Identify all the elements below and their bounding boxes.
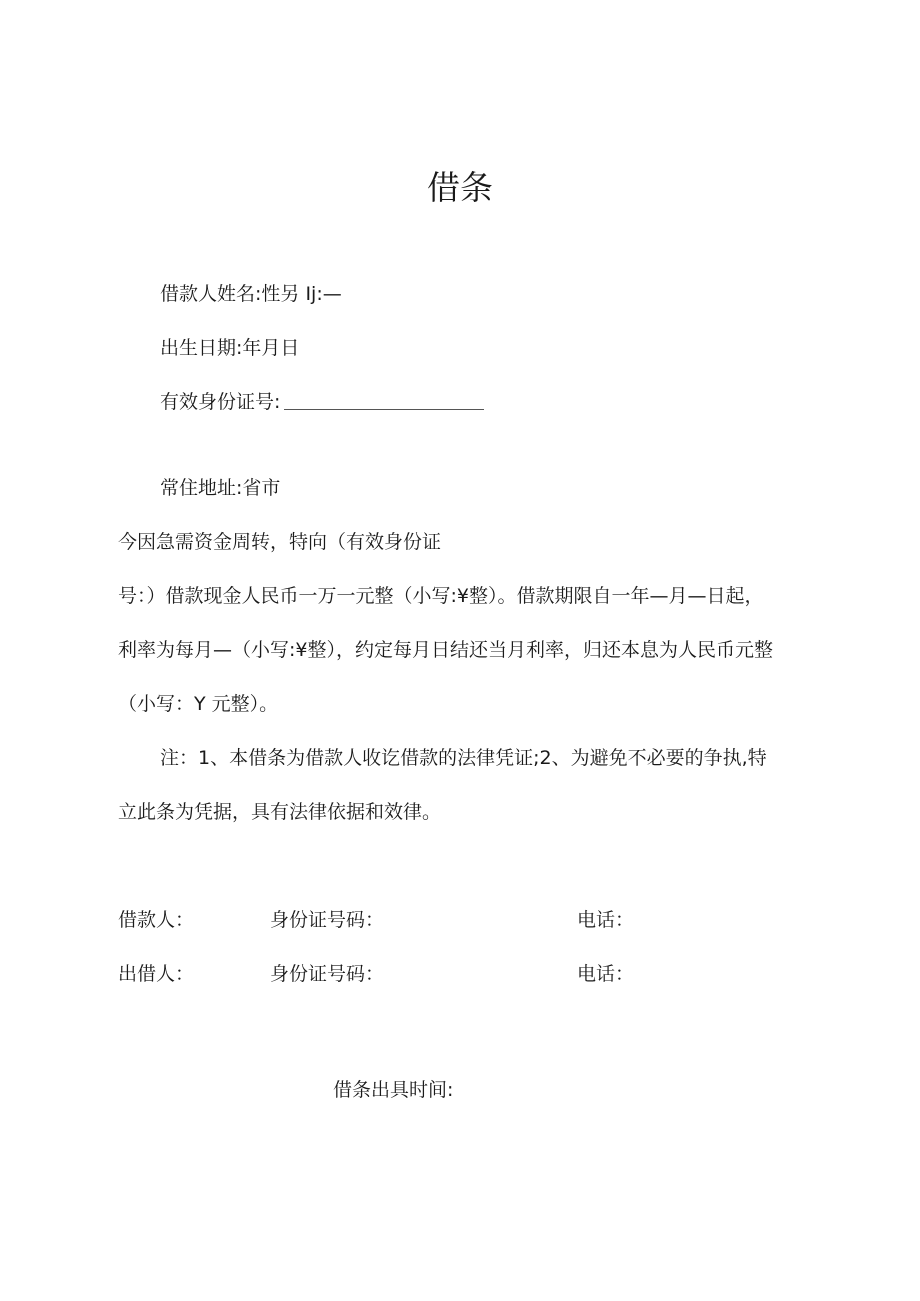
- address: 常住地址:省市: [160, 477, 281, 499]
- note-line-2: 立此条为凭据，具有法律依据和效律。: [118, 801, 442, 823]
- borrower-phone-label: 电话：: [577, 909, 635, 931]
- issue-time-label: 借条出具时间:: [333, 1079, 454, 1101]
- borrower-label: 借款人：: [118, 909, 195, 931]
- borrower-id-label: 身份证号码：: [270, 909, 385, 931]
- borrower-name-gender: 借款人姓名:性另 Ij:—: [160, 283, 342, 305]
- id-number-label: 有效身份证号:: [160, 391, 281, 413]
- body-line-3: 利率为每月—（小写:¥整），约定每月日结还当月利率，归还本息为人民币元整: [118, 639, 773, 661]
- lender-id-label: 身份证号码：: [270, 963, 385, 985]
- lender-label: 出借人：: [118, 963, 195, 985]
- body-line-2: 号：）借款现金人民币一万一元整（小写:¥整）。借款期限自一年—月—日起，: [118, 585, 764, 607]
- birth-date: 出生日期:年月日: [160, 337, 300, 359]
- note-line-1: 注：1、本借条为借款人收讫借款的法律凭证;2、为避免不必要的争执,特: [160, 747, 767, 769]
- lender-phone-label: 电话：: [577, 963, 635, 985]
- document-title: 借条: [427, 168, 493, 207]
- body-line-4: （小写：Y 元整）。: [118, 693, 279, 715]
- body-line-1: 今因急需资金周转，特向（有效身份证: [118, 531, 442, 553]
- id-number-row: [160, 390, 484, 414]
- id-number-blank: [284, 393, 484, 410]
